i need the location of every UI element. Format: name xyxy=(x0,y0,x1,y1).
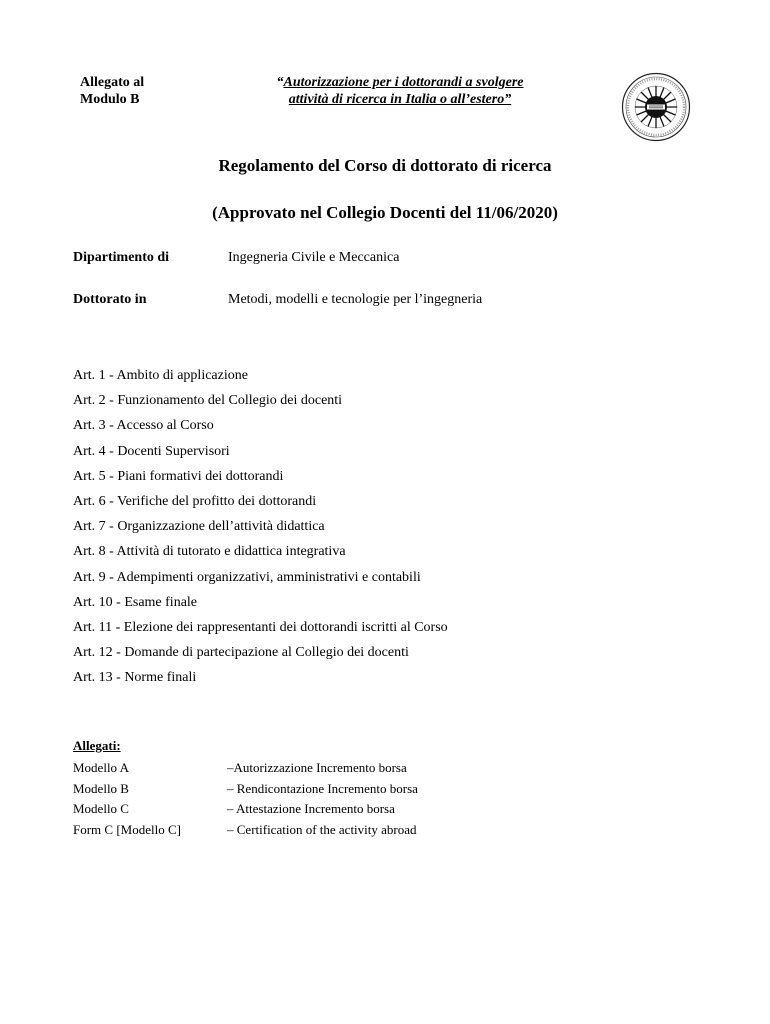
attachment-row xyxy=(73,760,673,776)
attachment-desc: – Rendicontazione Incremento borsa xyxy=(227,781,418,796)
article-item: Art. 11 - Elezione dei rappresentanti dei dottorandi iscritti al Corso xyxy=(73,619,448,635)
allegato-label xyxy=(80,74,144,108)
article-item: Art. 1 - Ambito di applicazione xyxy=(73,368,248,383)
document-title: Regolamento del Corso di dottorato di ricerca xyxy=(218,156,552,175)
attachment-desc: – Attestazione Incremento borsa xyxy=(227,801,395,816)
dipartimento-value: Ingegneria Civile e Meccanica xyxy=(228,250,400,265)
attachment-desc: –Autorizzazione Incremento borsa xyxy=(227,760,407,775)
article-item: Art. 4 - Docenti Supervisori xyxy=(73,443,230,459)
attachment-desc: – Certification of the activity abroad xyxy=(227,822,417,837)
article-item: Art. 6 - Verifiche del profitto dei dottorandi xyxy=(73,493,317,509)
title-line1: Autorizzazione per i dottorandi a svolgere xyxy=(283,75,524,90)
allegato-line2: Modulo B xyxy=(80,92,140,107)
attachments-title: Allegati: xyxy=(73,738,121,753)
article-item: Art. 8 - Attività di tutorato e didattica integrativa xyxy=(73,544,346,560)
article-item: Art. 10 - Esame finale xyxy=(73,594,198,610)
attachment-row xyxy=(73,822,673,838)
university-seal-icon xyxy=(621,72,691,142)
allegato-line1: Allegato al xyxy=(80,75,145,90)
dottorato-label: Dottorato in xyxy=(73,292,147,307)
header-title xyxy=(230,74,570,108)
attachment-name: Modello A xyxy=(73,760,129,775)
attachment-name: Modello C xyxy=(73,801,129,816)
dipartimento-label: Dipartimento di xyxy=(73,250,170,265)
document-subtitle: (Approvato nel Collegio Docenti del 11/06/2020) xyxy=(212,203,558,222)
article-item: Art. 9 - Adempimenti organizzativi, amministrativi e contabili xyxy=(73,569,421,585)
attachment-name: Modello B xyxy=(73,781,129,796)
article-item: Art. 7 - Organizzazione dell’attività didattica xyxy=(73,519,325,535)
title-line2: attività di ricerca in Italia o all’estero” xyxy=(288,92,512,107)
article-item: Art. 13 - Norme finali xyxy=(73,670,197,686)
article-item: Art. 2 - Funzionamento del Collegio dei docenti xyxy=(73,393,343,409)
article-item: Art. 5 - Piani formativi dei dottorandi xyxy=(73,468,284,484)
article-item: Art. 12 - Domande di partecipazione al Collegio dei docenti xyxy=(73,645,409,661)
attachment-name: Form C [Modello C] xyxy=(73,822,181,837)
dottorato-value: Metodi, modelli e tecnologie per l’ingegneria xyxy=(228,292,483,307)
attachment-row xyxy=(73,801,673,817)
attachment-row xyxy=(73,781,673,797)
title-open-quote: “ xyxy=(276,75,284,90)
articles-list xyxy=(73,366,448,693)
article-item: Art. 3 - Accesso al Corso xyxy=(73,418,214,434)
